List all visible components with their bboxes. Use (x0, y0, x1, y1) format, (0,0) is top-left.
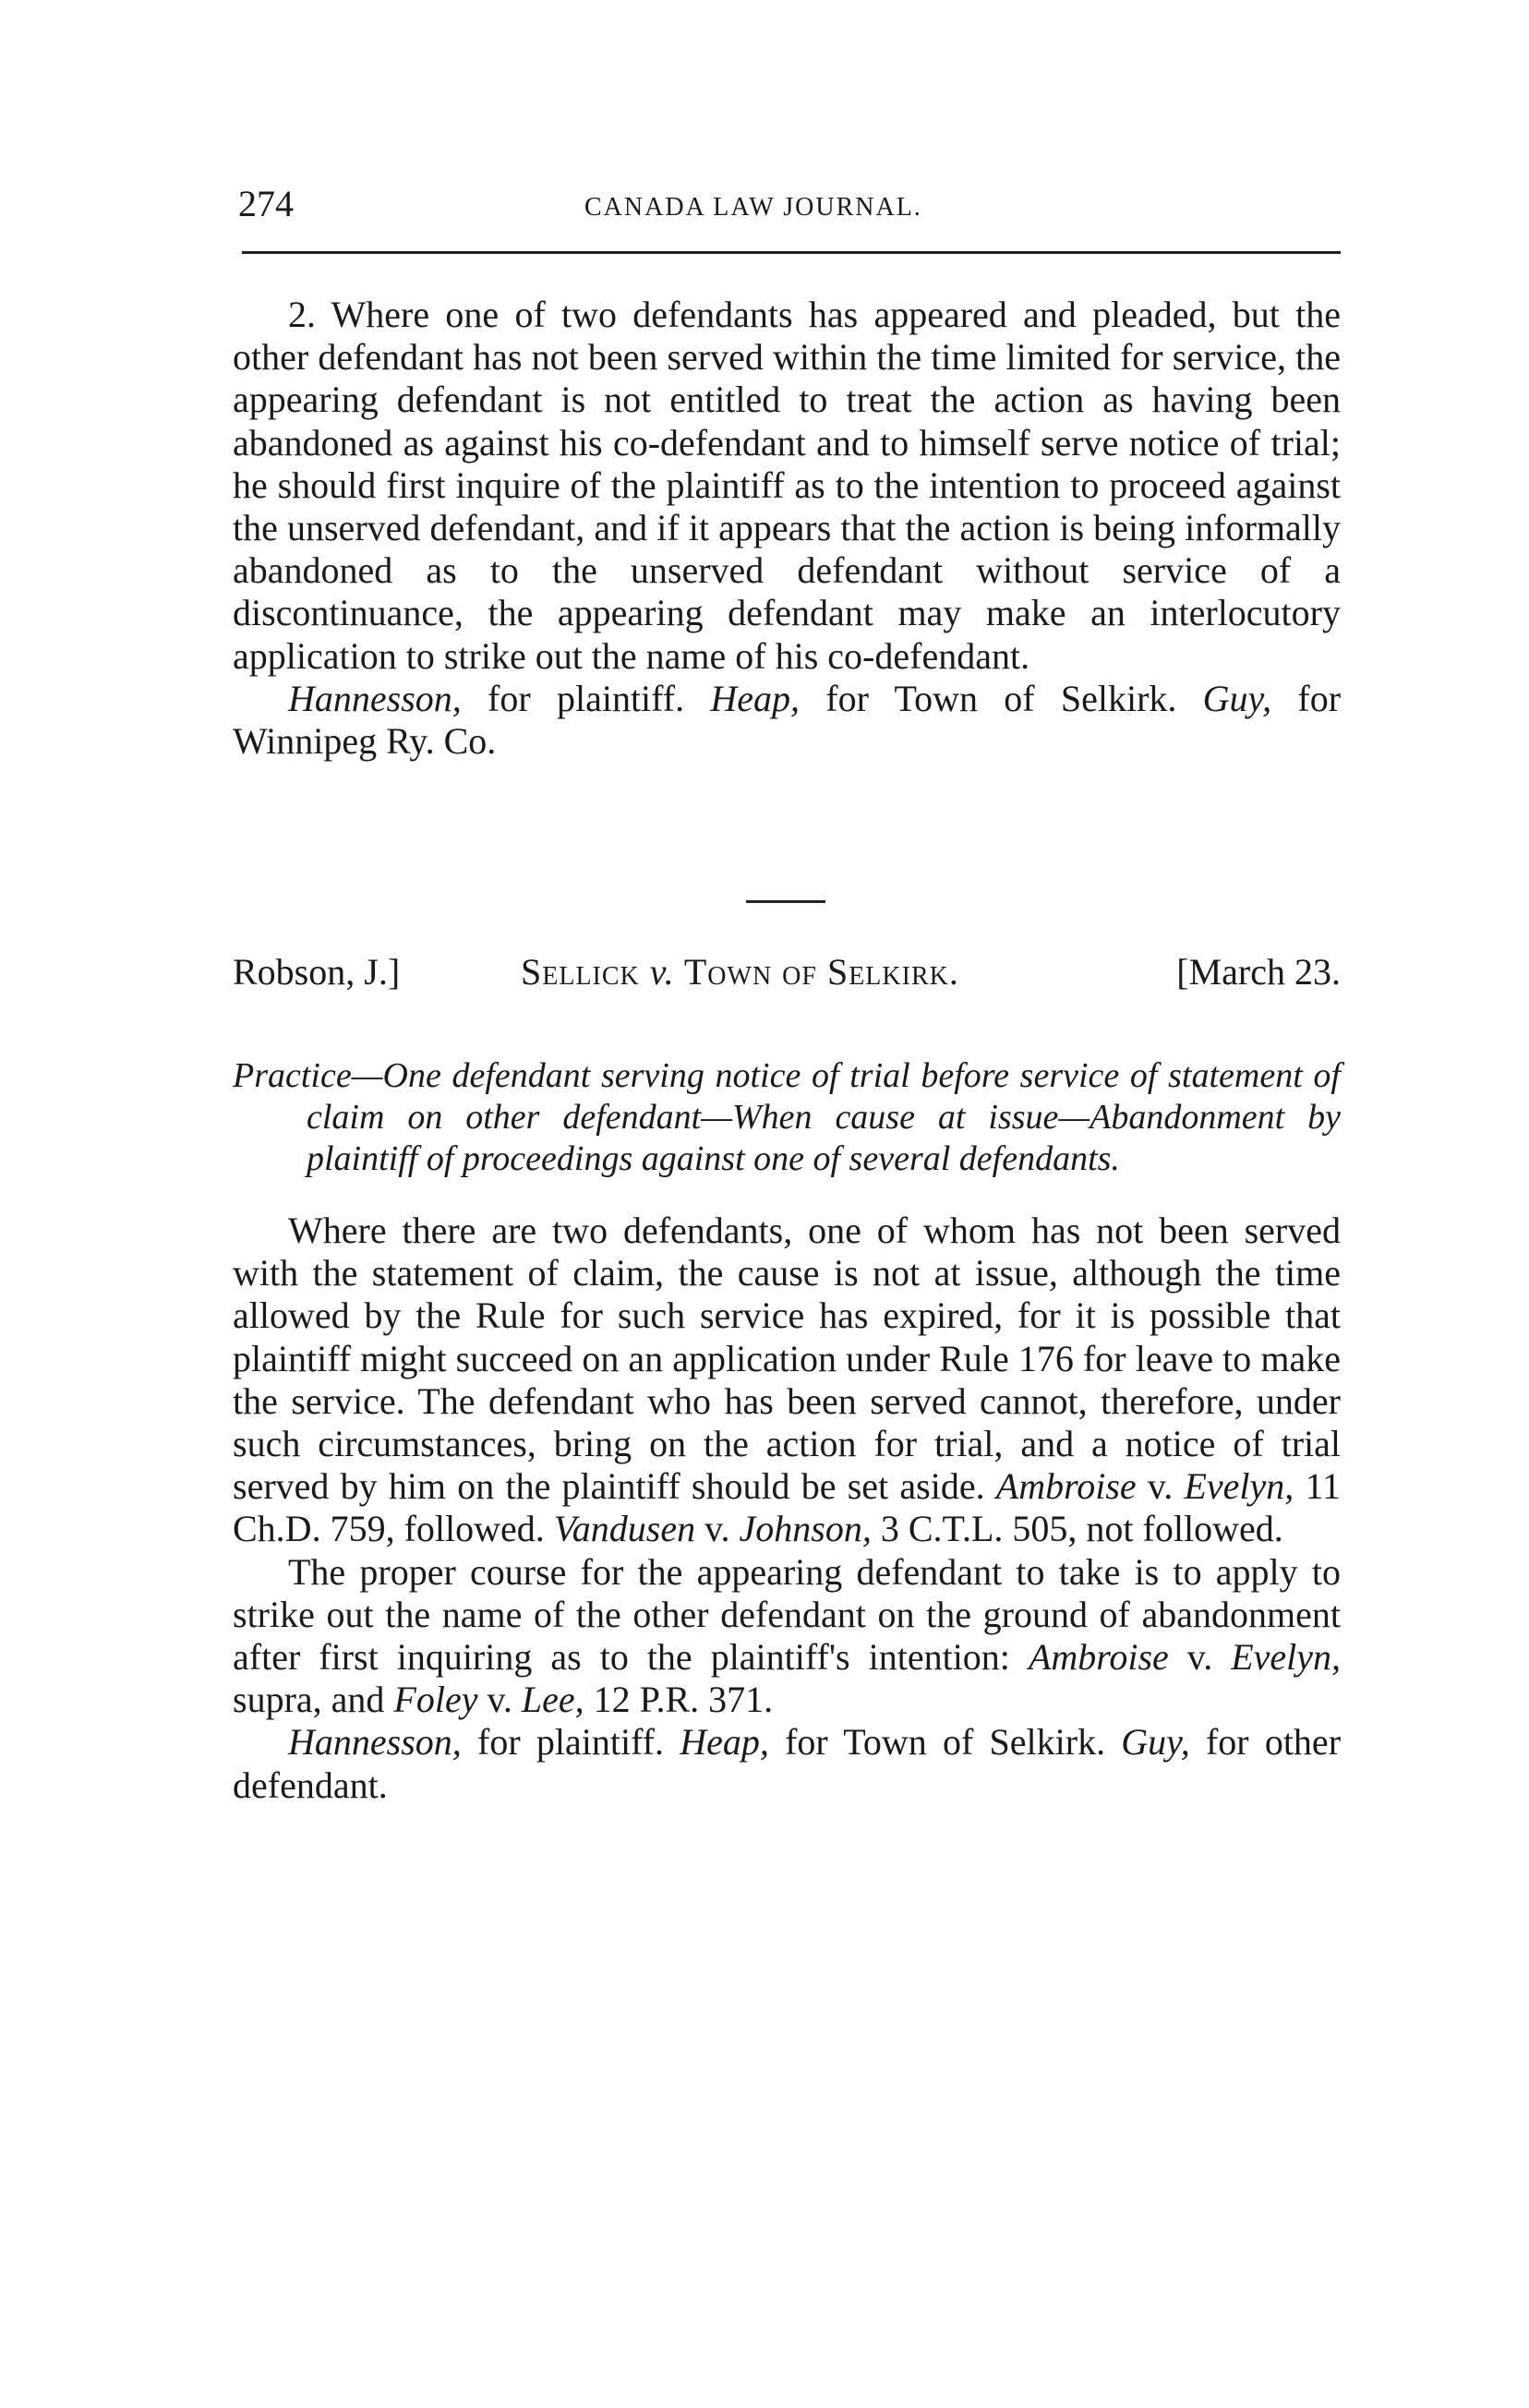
counsel-text: for Town of Selkirk. (768, 1721, 1122, 1764)
case-headnote: Practice—One defendant serving notice of trial before service of statement of claim on other defendant—When cause at issue—Abandonment by plaintiff of proceedings against one of several defendants. (233, 1056, 1341, 1178)
case-citation-name: Foley (393, 1679, 478, 1721)
first-case-counsel (233, 678, 1341, 763)
case-party-defendant: Town of Selkirk. (683, 951, 959, 993)
counsel-name: Heap, (710, 677, 800, 719)
paragraph-text: supra, and (233, 1679, 394, 1721)
counsel-text: for plaintiff. (461, 1721, 680, 1764)
paragraph-text: v. (1168, 1636, 1232, 1679)
counsel-name: Heap, (680, 1721, 769, 1764)
paragraph-text: Where there are two defendants, one of whom has not been served with the statement of claim, the cause is not at issue, although the time allowed by the Rule for such service has expired, for it is possible that plaintiff might succeed on an application under Rule 176 for leave to make the service. The defendant who has been served cannot, therefore, under such circumstances, bring on the action for trial, and a notice of trial served by him on the plaintiff should be set aside. (233, 1210, 1341, 1508)
case-citation-name: Evelyn, (1184, 1465, 1294, 1508)
paragraph-text: v. (695, 1508, 740, 1550)
case-versus: v. (649, 951, 675, 993)
counsel-text: for plaintiff. (461, 677, 711, 719)
case-citation-name: Evelyn, (1231, 1636, 1342, 1679)
case-judge: Robson, J.] (233, 951, 401, 993)
case-citation-name: Lee, (521, 1679, 584, 1721)
counsel-text: for other defendant. (233, 1721, 1342, 1806)
second-case-paragraph-2 (233, 1551, 1341, 1722)
case-party-plaintiff: Sellick (521, 951, 640, 993)
case-citation-name: Vandusen (553, 1508, 696, 1550)
case-title (521, 946, 959, 998)
case-date: [March 23. (1176, 951, 1341, 993)
paragraph-text: 11 Ch.D. 759, followed. (233, 1465, 1342, 1550)
counsel-name: Guy, (1202, 677, 1272, 719)
paragraph-text: The proper course for the appearing defendant to take is to apply to strike out the name of the other defendant on the ground of abandonment after first inquiring as to the plaintiff's intention: (233, 1550, 1341, 1679)
header-rule (242, 251, 1341, 254)
running-head (238, 181, 1346, 236)
paragraph-text: v. (1136, 1465, 1185, 1508)
counsel-text: for Town of Selkirk. (800, 677, 1203, 719)
case-citation-name: Ambroise (1028, 1636, 1169, 1679)
case-heading (233, 946, 1341, 998)
case-citation-name: Ambroise (995, 1465, 1137, 1508)
paragraph-text: 3 C.T.L. 505, not followed. (871, 1508, 1283, 1550)
case-citation-name: Johnson, (739, 1508, 872, 1550)
counsel-text: for Winnipeg Ry. Co. (233, 677, 1342, 763)
paragraph-text: v. (477, 1679, 522, 1721)
second-case-paragraph-1 (233, 1210, 1341, 1551)
second-case-counsel (233, 1721, 1341, 1806)
page-number: 274 (238, 183, 294, 224)
first-case-paragraph: 2. Where one of two defendants has appeared and pleaded, but the other defendant has not been served within the time limited for service, the appearing defendant is not entitled to treat the action as having been abandoned as against his co-defendant and to himself serve notice of trial; he should first inquire of the plaintiff as to the intention to proceed against the unserved defendant, and if it appears that the action is being informally abandoned as to the unserved defendant without service of a discontinuance, the appearing defendant may make an interlocutory application to strike out the name of his co-defendant. (233, 294, 1341, 677)
first-case-section (233, 294, 1341, 763)
counsel-name: Guy, (1121, 1721, 1190, 1764)
counsel-name: Hannesson, (288, 677, 462, 719)
counsel-name: Hannesson, (288, 1721, 462, 1764)
second-case-body (233, 1210, 1341, 1807)
journal-title: CANADA LAW JOURNAL. (584, 193, 922, 222)
paragraph-text: 12 P.R. 371. (584, 1679, 774, 1721)
section-divider (746, 900, 825, 903)
